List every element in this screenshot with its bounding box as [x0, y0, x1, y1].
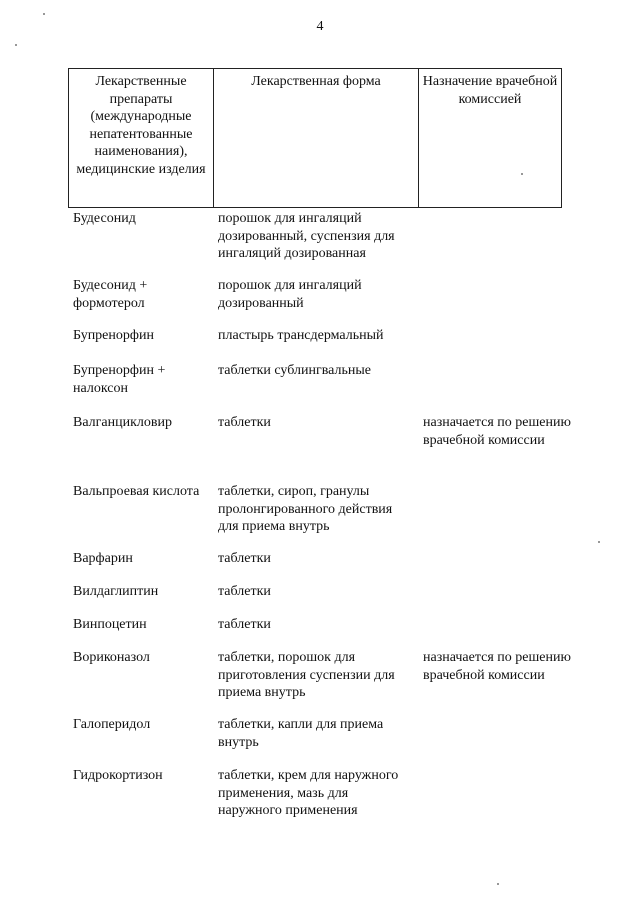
dosage-form: таблетки [218, 415, 271, 430]
dosage-form: таблетки, порошок для приготовления суспензии для приема внутрь [218, 650, 395, 700]
table-header [68, 68, 562, 208]
dosage-form: таблетки, капли для приема внутрь [218, 717, 384, 750]
header-drug-names: Лекарственные препараты (международные непатентованные наименования), медицинские изделия [69, 69, 214, 207]
commission-note: назначается по решению врачебной комиссии [423, 650, 571, 683]
scan-speck [497, 883, 499, 885]
drug-name: Вориконазол [73, 650, 150, 665]
scan-speck [43, 13, 45, 15]
header-dosage-form: Лекарственная форма [214, 69, 419, 207]
dosage-form: пластырь трансдермальный [218, 328, 384, 343]
dosage-form: порошок для ингаляций дозированный, суспензия для ингаляций дозированная [218, 211, 395, 261]
commission-note: назначается по решению врачебной комиссии [423, 415, 571, 448]
drug-name: Бупренорфин + налоксон [73, 363, 166, 396]
dosage-form: таблетки [218, 617, 271, 632]
drug-name: Вальпроевая кислота [73, 484, 200, 499]
scan-speck [521, 173, 523, 175]
header-commission: Назначение врачебной комиссией [422, 74, 558, 107]
drug-name: Галоперидол [73, 717, 151, 732]
drug-name: Будесонид + формотерол [73, 278, 148, 311]
dosage-form: таблетки, крем для наружного применения, мазь для наружного применения [218, 768, 399, 818]
drug-name: Гидрокортизон [73, 768, 163, 783]
drug-name: Винпоцетин [73, 617, 147, 632]
drug-name: Вилдаглиптин [73, 584, 159, 599]
scan-speck [15, 44, 17, 46]
dosage-form: таблетки, сироп, гранулы пролонгированного действия для приема внутрь [218, 484, 393, 534]
drug-name: Бупренорфин [73, 328, 154, 343]
drug-name: Валганцикловир [73, 415, 172, 430]
dosage-form: порошок для ингаляций дозированный [218, 278, 362, 311]
drug-name: Будесонид [73, 211, 136, 226]
dosage-form: таблетки сублингвальные [218, 363, 371, 378]
dosage-form: таблетки [218, 551, 271, 566]
page-number: 4 [316, 19, 324, 34]
scan-speck [598, 541, 600, 543]
drug-name: Варфарин [73, 551, 133, 566]
dosage-form: таблетки [218, 584, 271, 599]
